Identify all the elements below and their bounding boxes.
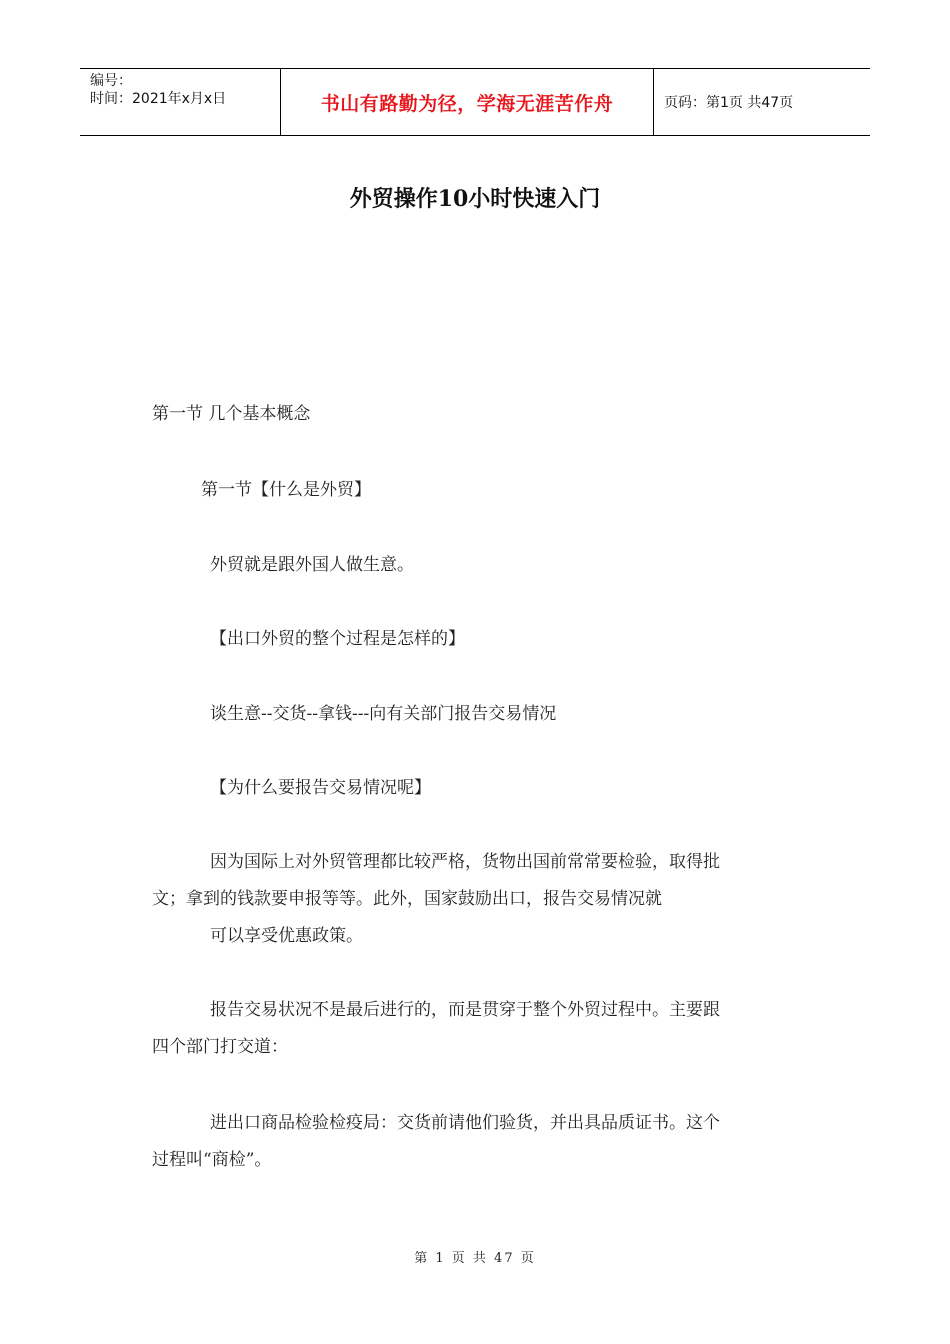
header-motto-cell	[281, 69, 654, 135]
section-heading: 第一节 几个基本概念	[152, 404, 311, 424]
paragraph-line: 进出口商品检验检疫局：交货前请他们验货，并出具品质证书。这个	[210, 1113, 720, 1133]
question-heading: 【为什么要报告交易情况呢】	[210, 778, 431, 798]
paragraph-line: 报告交易状况不是最后进行的，而是贯穿于整个外贸过程中。主要跟	[210, 1000, 720, 1020]
paragraph: 谈生意--交货--拿钱---向有关部门报告交易情况	[210, 704, 557, 724]
page-footer: 第 1 页 共 47 页	[414, 1251, 536, 1266]
question-heading: 【出口外贸的整个过程是怎样的】	[210, 629, 465, 649]
paragraph: 外贸就是跟外国人做生意。	[210, 555, 414, 575]
paragraph-line: 因为国际上对外贸管理都比较严格，货物出国前常常要检验，取得批	[210, 852, 720, 872]
paragraph-line: 文；拿到的钱款要申报等等。此外，国家鼓励出口，报告交易情况就	[152, 889, 662, 909]
header-page-info	[654, 69, 870, 135]
document-header	[80, 68, 870, 136]
date-label: 时间：2021年x月x日	[90, 91, 227, 107]
paragraph-line: 过程叫“商检”。	[152, 1150, 272, 1170]
document-title: 外贸操作10小时快速入门	[349, 186, 601, 212]
motto-text: 书山有路勤为径，学海无涯苦作舟	[320, 92, 614, 115]
subsection-heading: 第一节【什么是外贸】	[201, 480, 371, 500]
paragraph-line: 四个部门打交道：	[152, 1037, 288, 1057]
page-info-text: 页码：第1页 共47页	[664, 95, 794, 111]
paragraph-line: 可以享受优惠政策。	[210, 926, 363, 946]
header-meta	[80, 69, 281, 135]
serial-number-label: 编号：	[90, 73, 132, 89]
